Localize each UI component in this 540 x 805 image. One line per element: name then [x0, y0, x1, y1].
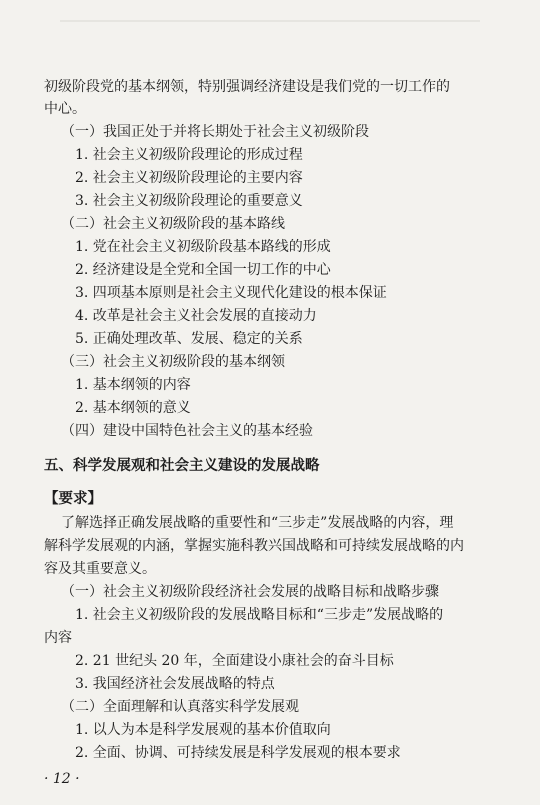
list-item: 2. 基本纲领的意义 [75, 400, 191, 416]
list-item: 3. 我国经济社会发展战略的特点 [75, 676, 275, 692]
list-item: 3. 四项基本原则是社会主义现代化建设的根本保证 [75, 285, 387, 301]
text-line: 解科学发展观的内涵，掌握实施科教兴国战略和可持续发展战略的内 [44, 538, 464, 554]
section-heading-2: （二）社会主义初级阶段的基本路线 [61, 216, 285, 232]
requirements-label: 【要求】 [44, 491, 102, 507]
list-item: 2. 社会主义初级阶段理论的主要内容 [75, 170, 303, 186]
list-item: 2. 全面、协调、可持续发展是科学发展观的根本要求 [75, 745, 401, 761]
list-item: 1. 社会主义初级阶段的发展战略目标和“三步走”发展战略的 [75, 607, 444, 623]
text-line: 了解选择正确发展战略的重要性和“三步走”发展战略的内容，理 [61, 515, 454, 531]
section-heading-2: （二）全面理解和认真落实科学发展观 [61, 699, 299, 715]
section-heading-1: （一）社会主义初级阶段经济社会发展的战略目标和战略步骤 [61, 584, 439, 600]
page-number: · 12 · [44, 771, 80, 787]
section-heading-1: （一）我国正处于并将长期处于社会主义初级阶段 [61, 124, 369, 140]
list-item: 5. 正确处理改革、发展、稳定的关系 [75, 331, 303, 347]
list-item: 1. 以人为本是科学发展观的基本价值取向 [75, 722, 331, 738]
text-line: 内容 [44, 630, 72, 646]
section-heading-3: （三）社会主义初级阶段的基本纲领 [61, 354, 285, 370]
list-item: 2. 经济建设是全党和全国一切工作的中心 [75, 262, 331, 278]
list-item: 1. 社会主义初级阶段理论的形成过程 [75, 147, 303, 163]
chapter-heading: 五、科学发展观和社会主义建设的发展战略 [44, 458, 320, 474]
top-margin-line [60, 20, 480, 22]
text-line: 中心。 [44, 101, 86, 117]
list-item: 3. 社会主义初级阶段理论的重要意义 [75, 193, 303, 209]
text-line: 初级阶段党的基本纲领，特别强调经济建设是我们党的一切工作的 [44, 79, 450, 95]
list-item: 4. 改革是社会主义社会发展的直接动力 [75, 308, 317, 324]
list-item: 1. 党在社会主义初级阶段基本路线的形成 [75, 239, 331, 255]
text-line: 容及其重要意义。 [44, 561, 156, 577]
list-item: 1. 基本纲领的内容 [75, 377, 191, 393]
section-heading-4: （四）建设中国特色社会主义的基本经验 [61, 423, 313, 439]
list-item: 2. 21 世纪头 20 年，全面建设小康社会的奋斗目标 [75, 653, 394, 669]
